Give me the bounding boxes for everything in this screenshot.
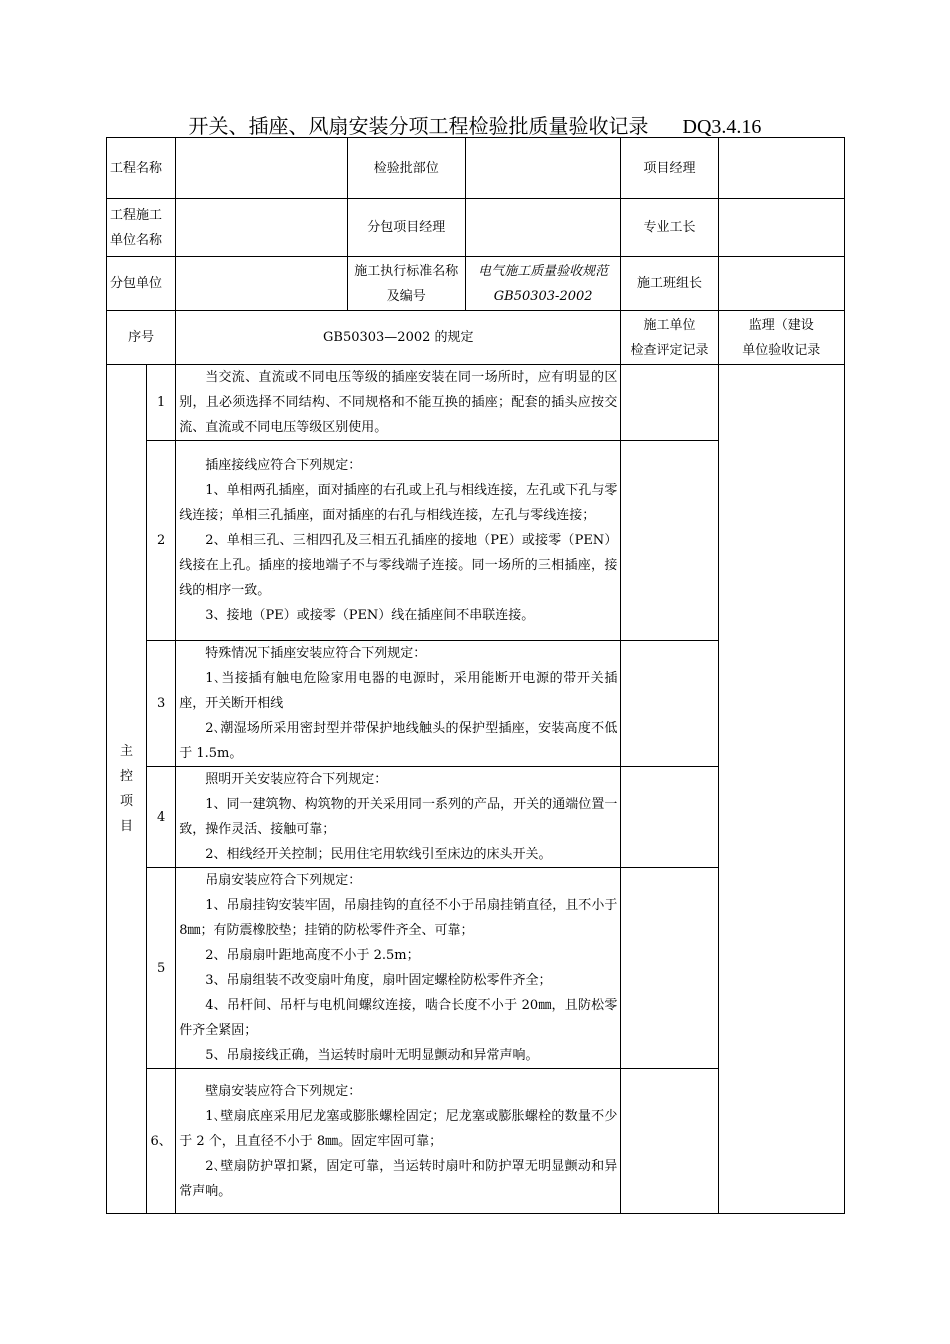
- construction-check-cell[interactable]: [621, 1069, 718, 1214]
- item-row-1: [107, 365, 845, 441]
- construction-check-cell[interactable]: [621, 365, 718, 441]
- page-title: [106, 110, 844, 140]
- team-leader-label: 施工班组长: [621, 257, 718, 311]
- construction-check-cell[interactable]: [621, 868, 718, 1069]
- construction-check-cell[interactable]: [621, 441, 718, 641]
- header-row-3: [107, 257, 845, 311]
- item-number: 6、: [147, 1069, 176, 1214]
- project-name-value[interactable]: [176, 138, 347, 199]
- team-leader-value[interactable]: [718, 257, 844, 311]
- project-name-label: 工程名称: [107, 138, 176, 199]
- item-number: 4: [147, 767, 176, 868]
- foreman-value[interactable]: [718, 199, 844, 257]
- contractor-value[interactable]: [176, 199, 347, 257]
- title-text: 开关、插座、风扇安装分项工程检验批质量验收记录: [188, 114, 649, 138]
- project-manager-value[interactable]: [718, 138, 844, 199]
- item-requirement: 当交流、直流或不同电压等级的插座安装在同一场所时，应有明显的区别，且必须选择不同结构、不同规格和不能互换的插座；配套的插头应按交流、直流或不同电压等级区别使用。: [176, 365, 621, 441]
- subcontractor-label: 分包单位: [107, 257, 176, 311]
- supervision-cell[interactable]: [718, 365, 844, 1214]
- supervision-header: 监理（建设 单位验收记录: [718, 311, 844, 365]
- spec-header: GB50303—2002 的规定: [176, 311, 621, 365]
- project-manager-label: 项目经理: [621, 138, 718, 199]
- subcontractor-value[interactable]: [176, 257, 347, 311]
- construction-check-cell[interactable]: [621, 641, 718, 767]
- item-number: 1: [147, 365, 176, 441]
- item-number: 3: [147, 641, 176, 767]
- column-header-row: [107, 311, 845, 365]
- item-requirement: 照明开关安装应符合下列规定： 1、同一建筑物、构筑物的开关采用同一系列的产品，开关的通端位置一致，操作灵活、接触可靠； 2、相线经开关控制；民用住宅用软线引至床边的床头开关。: [176, 767, 621, 868]
- construction-check-header: 施工单位 检查评定记录: [621, 311, 718, 365]
- construction-check-cell[interactable]: [621, 767, 718, 868]
- foreman-label: 专业工长: [621, 199, 718, 257]
- standard-label: 施工执行标准名称及编号: [347, 257, 465, 311]
- form-code: DQ3.4.16: [682, 116, 762, 138]
- standard-value: [465, 257, 620, 311]
- inspection-part-label: 检验批部位: [347, 138, 465, 199]
- item-requirement: 插座接线应符合下列规定： 1、单相两孔插座，面对插座的右孔或上孔与相线连接，左孔或下孔与零线连接；单相三孔插座，面对插座的右孔与相线连接，左孔与零线连接； 2、单相三孔、三相四孔及三相五孔插座的接地（PE）或接零（PEN）线接在上孔。插座的接地端子不与零线端子连接。同一场所的三相插座，接线的相序一致。 3、接地（PE）或接零（PEN）线在插座间不串联连接。: [176, 441, 621, 641]
- contractor-label: 工程施工单位名称: [107, 199, 176, 257]
- seq-header: 序号: [107, 311, 176, 365]
- item-requirement: 壁扇安装应符合下列规定： 1､壁扇底座采用尼龙塞或膨胀螺栓固定；尼龙塞或膨胀螺栓的数量不少于 2 个，且直径不小于 8㎜。固定牢固可靠； 2､壁扇防护罩扣紧，固定可靠，当运转时扇叶和防护罩无明显颤动和异常声响。: [176, 1069, 621, 1214]
- sub-manager-label: 分包项目经理: [347, 199, 465, 257]
- standard-number: GB50303-2002: [493, 288, 593, 304]
- item-requirement: 特殊情况下插座安装应符合下列规定： 1､当接插有触电危险家用电器的电源时，采用能断开电源的带开关插座，开关断开相线 2､潮湿场所采用密封型并带保护地线触头的保护型插座，安装高度不低于 1.5m。: [176, 641, 621, 767]
- sub-manager-value[interactable]: [465, 199, 620, 257]
- header-row-1: [107, 138, 845, 199]
- inspection-record-table: [106, 137, 845, 1214]
- item-number: 2: [147, 441, 176, 641]
- main-control-section-label: 主 控 项 目: [107, 365, 147, 1214]
- standard-name: 电气施工质量验收规范: [478, 263, 609, 279]
- inspection-part-value[interactable]: [465, 138, 620, 199]
- item-number: 5: [147, 868, 176, 1069]
- header-row-2: [107, 199, 845, 257]
- item-requirement: 吊扇安装应符合下列规定： 1、吊扇挂钩安装牢固，吊扇挂钩的直径不小于吊扇挂销直径，且不小于 8㎜；有防震橡胶垫；挂销的防松零件齐全、可靠； 2、吊扇扇叶距地高度不小于 2.5m； 3、吊扇组装不改变扇叶角度，扇叶固定螺栓防松零件齐全； 4、吊杆间、吊杆与电机间螺纹连接，啮合长度不小于 20㎜，且防松零件齐全紧固； 5、吊扇接线正确，当运转时扇叶无明显颤动和异常声响。: [176, 868, 621, 1069]
